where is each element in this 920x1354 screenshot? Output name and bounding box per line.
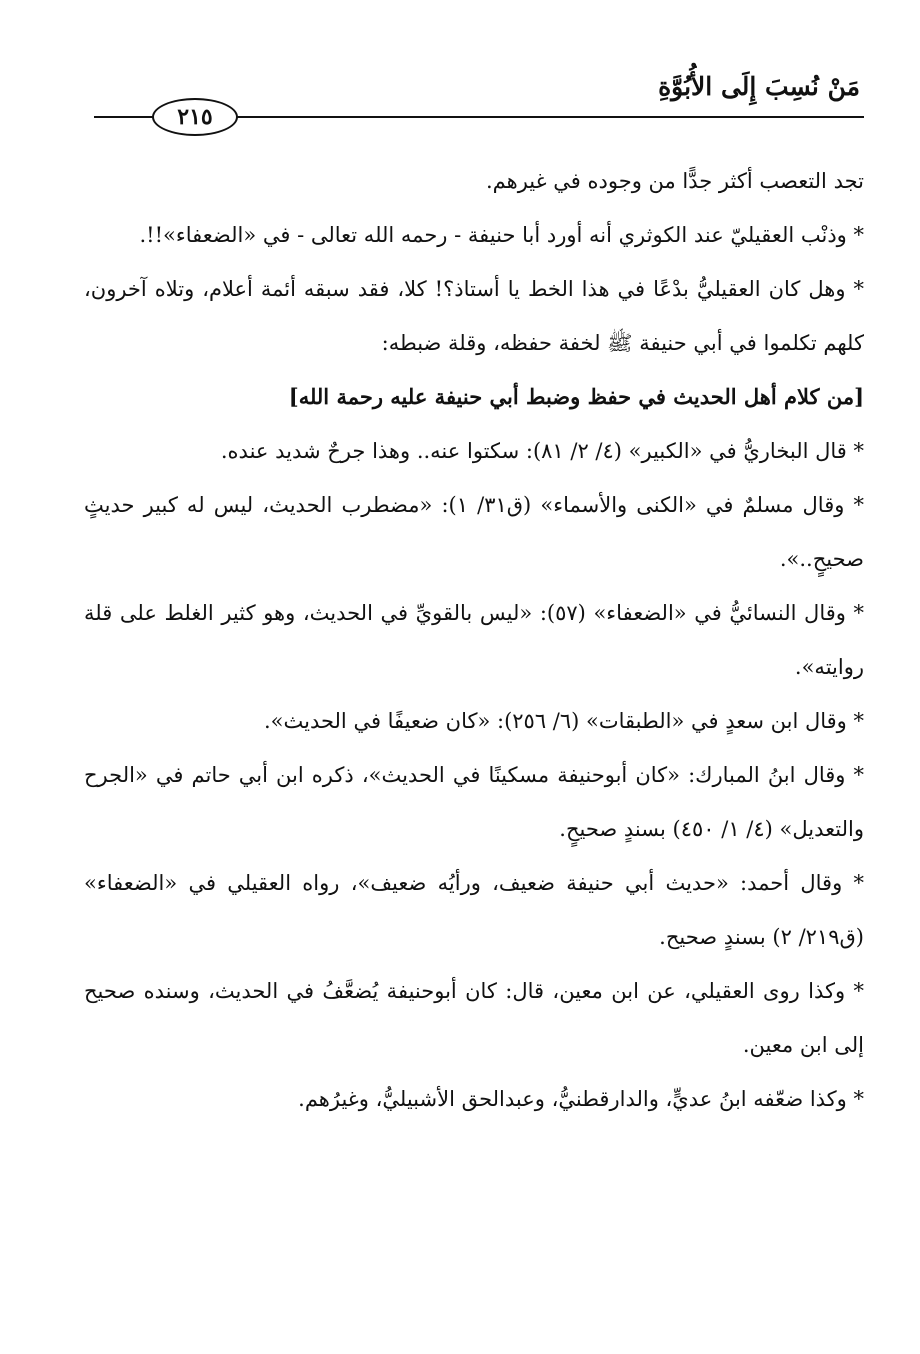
paragraph: * وقال مسلمٌ في «الكنى والأسماء» (ق٣١/ ١): «مضطرب الحديث، ليس له كبير حديثٍ صحيحٍ..». [84,493,864,571]
running-head-title: مَنْ نُسِبَ إِلَى الأُبُوَّةِ [658,72,860,101]
paragraph: * وقال أحمد: «حديث أبي حنيفة ضعيف، ورأيُه ضعيف»، رواه العقيلي في «الضعفاء» (ق٢١٩/ ٢) بسندٍ صحيح. [84,871,864,949]
paragraph: * قال البخاريُّ في «الكبير» (٤/ ٢/ ٨١): سكتوا عنه.. وهذا جرحٌ شديد عنده. [220,439,864,463]
paragraph: * وقال ابنُ المبارك: «كان أبوحنيفة مسكينًا في الحديث»، ذكره ابن أبي حاتم في «الجرح والتعديل» (٤/ ١/ ٤٥٠) بسندٍ صحيحٍ. [84,763,864,841]
body-text [84,154,864,1126]
section-heading: [من كلام أهل الحديث في حفظ وضبط أبي حنيفة عليه رحمة الله] [288,384,864,409]
paragraph: تجد التعصب أكثر جدًّا من وجوده في غيرهم. [485,169,864,193]
paragraph: * وكذا ضعّفه ابنُ عديٍّ، والدارقطنيُّ، وعبدالحق الأشبيليُّ، وغيرُهم. [298,1087,864,1111]
paragraph: * وقال ابن سعدٍ في «الطبقات» (٦/ ٢٥٦): «كان ضعيفًا في الحديث». [263,709,864,733]
paragraph: * وهل كان العقيليُّ بدْعًا في هذا الخط يا أستاذ؟! كلا، فقد سبقه أئمة أعلام، وتلاه آخرون، كلهم تكلموا في أبي حنيفة ﷺ لخفة حفظه، وقلة ضبطه: [84,277,864,355]
paragraph: * وذنْب العقيليّ عند الكوثري أنه أورد أبا حنيفة - رحمه الله تعالى - في «الضعفاء»!!. [139,223,864,247]
page-number: ٢١٥ [152,98,238,136]
paragraph: * وقال النسائيُّ في «الضعفاء» (٥٧): «ليس بالقويِّ في الحديث، وهو كثير الغلط على قلة روايته». [84,601,865,679]
paragraph: * وكذا روى العقيلي، عن ابن معين، قال: كان أبوحنيفة يُضعَّفُ في الحديث، وسنده صحيح إلى ابن معين. [84,979,864,1057]
